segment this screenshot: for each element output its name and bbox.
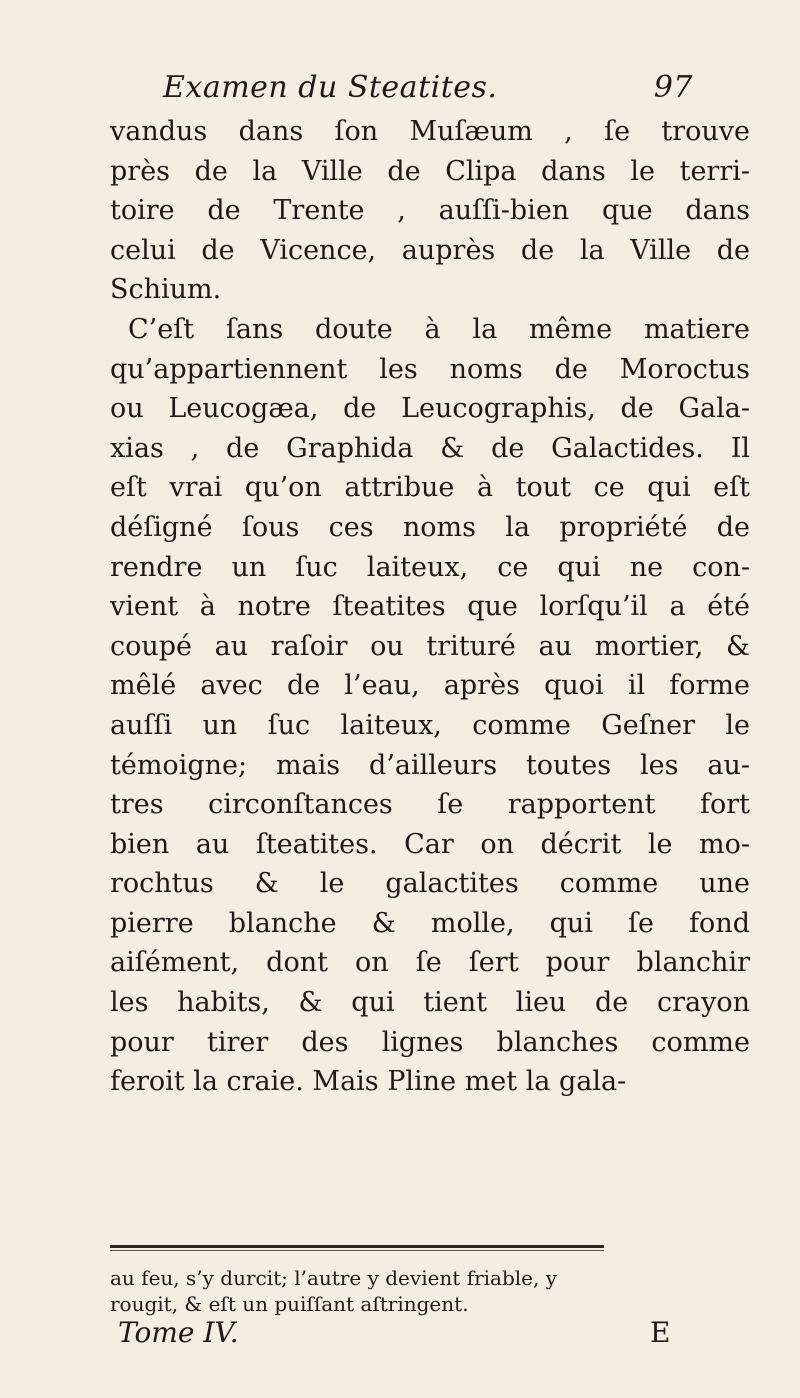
text-line: tres circonſtances ſe rapportent fort xyxy=(110,789,750,821)
text-line: C’eſt ſans doute à la même matiere xyxy=(128,313,750,345)
text-line: rendre un ſuc laiteux, ce qui ne con- xyxy=(110,551,750,583)
text-line: xias , de Graphida & de Galactides. Il xyxy=(110,432,750,464)
text-line: rochtus & le galactites comme une xyxy=(110,868,750,900)
volume-label: Tome IV. xyxy=(118,1316,239,1349)
text-line: pierre blanche & molle, qui ſe fond xyxy=(110,907,750,939)
text-line: eſt vrai qu’on attribue à tout ce qui eſt xyxy=(110,472,750,504)
text-line: déſigné ſous ces noms la propriété de xyxy=(110,511,750,543)
footnote-line: au feu, s’y durcit; l’autre y devient friable, y xyxy=(110,1266,558,1290)
text-line: qu’appartiennent les noms de Moroctus xyxy=(110,353,750,385)
text-line: coupé au raſoir ou trituré au mortier, & xyxy=(110,630,750,662)
text-line: auſſi un ſuc laiteux, comme Geſner le xyxy=(110,709,750,741)
running-head xyxy=(163,70,723,114)
text-line: ou Leucogæa, de Leucographis, de Gala- xyxy=(110,393,750,425)
text-line: aiſément, dont on ſe ſert pour blanchir xyxy=(110,947,750,979)
body-text xyxy=(110,112,750,1102)
text-line: vandus dans ſon Muſæum , ſe trouve xyxy=(110,116,750,147)
signature-mark: E xyxy=(650,1316,671,1349)
text-line: toire de Trente , auſſi-bien que dans xyxy=(110,195,750,227)
running-title: Examen du Steatites. xyxy=(163,70,498,105)
text-line: celui de Vicence, auprès de la Ville de xyxy=(110,234,750,266)
text-line: près de la Ville de Clipa dans le terri- xyxy=(110,155,750,187)
text-line: vient à notre ſteatites que lorſqu’il a été xyxy=(110,591,750,623)
footnote xyxy=(110,1265,710,1317)
text-line: feroit la craie. Mais Pline met la gala- xyxy=(110,1066,627,1098)
text-line: mêlé avec de l’eau, après quoi il forme xyxy=(110,670,750,702)
text-line: pour tirer des lignes blanches comme xyxy=(110,1026,750,1058)
text-line: les habits, & qui tient lieu de crayon xyxy=(110,987,750,1019)
text-line: témoigne; mais d’ailleurs toutes les au- xyxy=(110,749,750,781)
text-line: bien au ſteatites. Car on décrit le mo- xyxy=(110,828,750,860)
signature-line xyxy=(118,1316,708,1349)
footnote-line: rougit, & eſt un puiſſant aſtringent. xyxy=(110,1292,469,1316)
page-number: 97 xyxy=(653,70,693,105)
footnote-rule xyxy=(110,1245,604,1248)
text-line: Schium. xyxy=(110,274,222,306)
